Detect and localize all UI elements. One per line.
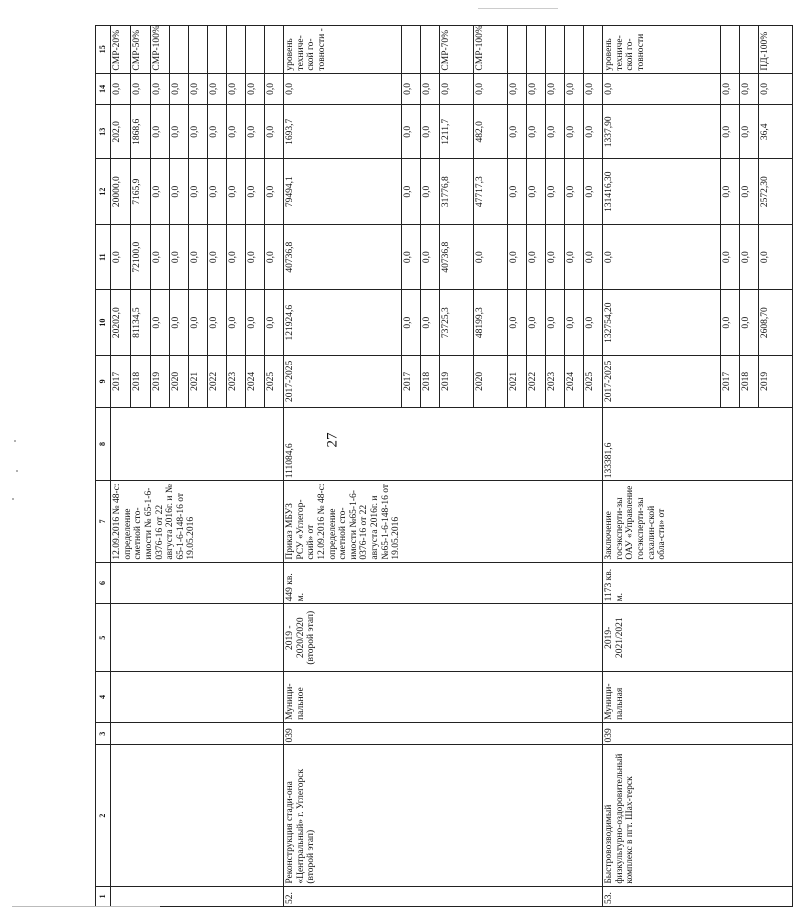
object-name: Реконструкция стади-она «Центральный» г. Углегорск (второй этап) — [284, 745, 603, 886]
status-cell — [740, 26, 759, 74]
value-cell: 40736,8 — [284, 224, 402, 290]
value-cell: 47717,3 — [474, 159, 508, 225]
value-cell: 0,0 — [740, 105, 759, 159]
status-cell — [584, 26, 603, 74]
year-cell: 2022 — [208, 355, 227, 407]
empty-cell — [111, 407, 284, 480]
status-cell — [421, 26, 440, 74]
value-cell: 1693,7 — [284, 105, 402, 159]
header-cell: 6 — [96, 562, 111, 604]
row-number: 53. — [603, 886, 793, 906]
status-cell: уровень техниче-ской го-товности — [603, 26, 721, 74]
value-cell: 0,0 — [440, 73, 474, 105]
value-cell: 20000,0 — [111, 159, 131, 225]
value-cell: 0,0 — [131, 73, 151, 105]
value-cell: 0,0 — [189, 105, 208, 159]
value-cell: 0,0 — [721, 224, 740, 290]
value-cell: 0,0 — [584, 105, 603, 159]
empty-cell — [111, 745, 284, 886]
value-cell: 0,0 — [584, 224, 603, 290]
value-cell: 0,0 — [584, 159, 603, 225]
value-cell: 0,0 — [284, 73, 402, 105]
header-cell: 13 — [96, 105, 111, 159]
header-cell: 3 — [96, 722, 111, 745]
year-cell: 2019 — [759, 355, 793, 407]
empty-cell — [111, 562, 284, 604]
header-cell: 14 — [96, 73, 111, 105]
year-cell: 2021 — [508, 355, 527, 407]
value-cell: 0,0 — [508, 224, 527, 290]
value-cell: 0,0 — [189, 159, 208, 225]
value-cell: 0,0 — [421, 105, 440, 159]
value-cell: 0,0 — [527, 224, 546, 290]
scan-edge-line — [12, 906, 160, 907]
scan-edge-line — [478, 8, 558, 9]
value-cell: 0,0 — [546, 159, 565, 225]
status-cell — [402, 26, 421, 74]
year-cell: 2025 — [584, 355, 603, 407]
value-cell: 0,0 — [740, 73, 759, 105]
value-cell: 1337,90 — [603, 105, 721, 159]
status-cell — [170, 26, 189, 74]
header-cell: 8 — [96, 407, 111, 480]
value-cell: 0,0 — [227, 73, 246, 105]
header-cell: 2 — [96, 745, 111, 886]
status-cell — [208, 26, 227, 74]
value-cell: 0,0 — [151, 159, 170, 225]
capacity-cell: 449 кв. м. — [284, 562, 603, 604]
value-cell: 482,0 — [474, 105, 508, 159]
value-cell: 0,0 — [527, 290, 546, 356]
document-cell: Приказ МБУЗ РСУ «Углегор-ский» от 12.09.2016 № 48-с: определение сметной сто-имости №65-1-6-0376-16 от 22 августа 2016г. и №65-1-6-148-16 от 19.05.2016 — [284, 481, 603, 562]
value-cell: 0,0 — [721, 159, 740, 225]
value-cell: 0,0 — [170, 290, 189, 356]
value-cell: 0,0 — [246, 73, 265, 105]
year-cell: 2017 — [402, 355, 421, 407]
status-cell — [546, 26, 565, 74]
value-cell: 73725,3 — [440, 290, 474, 356]
value-cell: 0,0 — [170, 224, 189, 290]
value-cell: 72100,0 — [131, 224, 151, 290]
value-cell: 0,0 — [402, 224, 421, 290]
value-cell: 0,0 — [208, 290, 227, 356]
status-cell: уровень техниче-ской го-товности - — [284, 26, 402, 74]
header-row — [96, 26, 111, 907]
value-cell: 0,0 — [527, 159, 546, 225]
value-cell: 0,0 — [508, 73, 527, 105]
year-cell: 2019 — [440, 355, 474, 407]
value-cell: 0,0 — [474, 224, 508, 290]
header-cell: 9 — [96, 355, 111, 407]
value-cell: 0,0 — [151, 224, 170, 290]
value-cell: 0,0 — [170, 159, 189, 225]
value-cell: 48199,3 — [474, 290, 508, 356]
value-cell: 0,0 — [208, 105, 227, 159]
year-cell: 2018 — [740, 355, 759, 407]
value-cell: 0,0 — [189, 290, 208, 356]
value-cell: 0,0 — [565, 73, 584, 105]
header-cell: 15 — [96, 26, 111, 74]
status-cell: ПД-100% — [759, 26, 793, 74]
value-cell: 0,0 — [421, 290, 440, 356]
value-cell: 0,0 — [170, 105, 189, 159]
value-cell: 0,0 — [508, 105, 527, 159]
table-row — [284, 26, 402, 907]
value-cell: 132754,20 — [603, 290, 721, 356]
value-cell: 0,0 — [527, 105, 546, 159]
value-cell: 1868,6 — [131, 105, 151, 159]
empty-cell — [111, 886, 284, 906]
value-cell: 0,0 — [227, 105, 246, 159]
value-cell: 0,0 — [603, 73, 721, 105]
empty-cell — [111, 672, 284, 723]
value-cell: 0,0 — [508, 290, 527, 356]
status-cell: СМР-70% — [440, 26, 474, 74]
value-cell: 0,0 — [740, 224, 759, 290]
value-cell: 121924,6 — [284, 290, 402, 356]
value-cell: 2608,70 — [759, 290, 793, 356]
header-cell: 7 — [96, 481, 111, 562]
status-cell: СМР-100% — [474, 26, 508, 74]
status-cell — [246, 26, 265, 74]
cost-cell: 111084,6 — [284, 407, 603, 480]
status-cell — [189, 26, 208, 74]
value-cell: 0,0 — [421, 73, 440, 105]
header-cell: 5 — [96, 604, 111, 672]
row-number: 52. — [284, 886, 603, 906]
value-cell: 0,0 — [227, 224, 246, 290]
ownership-cell: Муници-пальное — [284, 672, 603, 723]
value-cell: 0,0 — [208, 159, 227, 225]
table-row — [111, 26, 131, 907]
value-cell: 0,0 — [603, 224, 721, 290]
value-cell: 0,0 — [565, 105, 584, 159]
value-cell: 0,0 — [227, 290, 246, 356]
document-cell: Заключение госэксперти-зы ОАУ «Управление госэксперти-зы сахалин-ской обла-сти» от — [603, 481, 793, 562]
value-cell: 0,0 — [759, 224, 793, 290]
header-cell: 11 — [96, 224, 111, 290]
value-cell: 0,0 — [402, 159, 421, 225]
value-cell: 0,0 — [740, 159, 759, 225]
year-cell: 2018 — [421, 355, 440, 407]
value-cell: 81134,5 — [131, 290, 151, 356]
status-cell — [721, 26, 740, 74]
year-cell: 2018 — [131, 355, 151, 407]
page-number: 27 — [324, 432, 341, 448]
value-cell: 40736,8 — [440, 224, 474, 290]
year-cell: 2024 — [246, 355, 265, 407]
value-cell: 0,0 — [265, 290, 284, 356]
scan-speck — [16, 470, 18, 472]
value-cell: 0,0 — [584, 73, 603, 105]
value-cell: 0,0 — [721, 290, 740, 356]
year-cell: 2024 — [565, 355, 584, 407]
value-cell: 2572,30 — [759, 159, 793, 225]
header-cell: 4 — [96, 672, 111, 723]
document-cell: 12.09.2016 № 48-с: определение сметной сто-имости № 65-1-6-0376-16 от 22 августа 2016г. и № 65-1-6-148-16 от 19.05.2016 — [111, 481, 284, 562]
year-cell: 2017-2025 — [284, 355, 402, 407]
scan-speck — [12, 498, 14, 500]
year-cell: 2017-2025 — [603, 355, 721, 407]
table-row — [603, 26, 721, 907]
value-cell: 0,0 — [584, 290, 603, 356]
cost-cell: 133381,6 — [603, 407, 793, 480]
value-cell: 0,0 — [265, 105, 284, 159]
value-cell: 0,0 — [546, 290, 565, 356]
header-cell: 12 — [96, 159, 111, 225]
year-cell: 2017 — [111, 355, 131, 407]
budget-table — [95, 25, 793, 907]
value-cell: 0,0 — [402, 105, 421, 159]
value-cell: 0,0 — [402, 290, 421, 356]
year-cell: 2020 — [170, 355, 189, 407]
value-cell: 0,0 — [208, 224, 227, 290]
value-cell: 0,0 — [402, 73, 421, 105]
value-cell: 0,0 — [565, 224, 584, 290]
status-cell — [527, 26, 546, 74]
value-cell: 0,0 — [189, 73, 208, 105]
value-cell: 0,0 — [565, 159, 584, 225]
status-cell — [565, 26, 584, 74]
value-cell: 131416,30 — [603, 159, 721, 225]
ownership-cell: Муници-пальная — [603, 672, 793, 723]
status-cell: СМР-50% — [131, 26, 151, 74]
value-cell: 0,0 — [246, 290, 265, 356]
status-cell — [265, 26, 284, 74]
year-cell: 2025 — [265, 355, 284, 407]
year-cell: 2023 — [546, 355, 565, 407]
value-cell: 0,0 — [189, 224, 208, 290]
value-cell: 31776,8 — [440, 159, 474, 225]
value-cell: 0,0 — [759, 73, 793, 105]
year-cell: 2021 — [189, 355, 208, 407]
value-cell: 0,0 — [421, 224, 440, 290]
value-cell: 0,0 — [246, 224, 265, 290]
value-cell: 36,4 — [759, 105, 793, 159]
year-cell: 2020 — [474, 355, 508, 407]
value-cell: 0,0 — [421, 159, 440, 225]
value-cell: 0,0 — [474, 73, 508, 105]
value-cell: 0,0 — [508, 159, 527, 225]
value-cell: 0,0 — [721, 73, 740, 105]
code-cell: 039 — [284, 722, 603, 745]
year-cell: 2019 — [151, 355, 170, 407]
value-cell: 0,0 — [265, 73, 284, 105]
value-cell: 0,0 — [265, 224, 284, 290]
period-cell: 2019-2021/2021 — [603, 604, 793, 672]
object-name: Быстровозводимый физкультурно-оздоровительный комплекс в пгт. Шах-терск — [603, 745, 793, 886]
empty-cell — [111, 722, 284, 745]
header-cell: 1 — [96, 886, 111, 906]
value-cell: 0,0 — [151, 290, 170, 356]
scan-speck — [14, 440, 16, 442]
status-cell: СМР-20% — [111, 26, 131, 74]
status-cell: СМР-100% — [151, 26, 170, 74]
code-cell: 039 — [603, 722, 793, 745]
value-cell: 0,0 — [527, 73, 546, 105]
header-cell: 10 — [96, 290, 111, 356]
rotated-table-container — [95, 25, 770, 907]
value-cell: 0,0 — [546, 105, 565, 159]
value-cell: 0,0 — [111, 224, 131, 290]
value-cell: 0,0 — [111, 73, 131, 105]
value-cell: 0,0 — [151, 105, 170, 159]
value-cell: 0,0 — [151, 73, 170, 105]
year-cell: 2023 — [227, 355, 246, 407]
value-cell: 7165,9 — [131, 159, 151, 225]
value-cell: 0,0 — [721, 105, 740, 159]
value-cell: 0,0 — [546, 224, 565, 290]
value-cell: 0,0 — [546, 73, 565, 105]
status-cell — [227, 26, 246, 74]
value-cell: 0,0 — [246, 105, 265, 159]
value-cell: 202,0 — [111, 105, 131, 159]
value-cell: 0,0 — [265, 159, 284, 225]
year-cell: 2017 — [721, 355, 740, 407]
value-cell: 1211,7 — [440, 105, 474, 159]
value-cell: 79494,1 — [284, 159, 402, 225]
value-cell: 0,0 — [227, 159, 246, 225]
year-cell: 2022 — [527, 355, 546, 407]
period-cell: 2019 - 2020/2020 (второй этап) — [284, 604, 603, 672]
value-cell: 0,0 — [246, 159, 265, 225]
value-cell: 0,0 — [208, 73, 227, 105]
capacity-cell: 1173 кв. м. — [603, 562, 793, 604]
value-cell: 0,0 — [565, 290, 584, 356]
status-cell — [508, 26, 527, 74]
value-cell: 0,0 — [740, 290, 759, 356]
value-cell: 20202,0 — [111, 290, 131, 356]
value-cell: 0,0 — [170, 73, 189, 105]
empty-cell — [111, 604, 284, 672]
